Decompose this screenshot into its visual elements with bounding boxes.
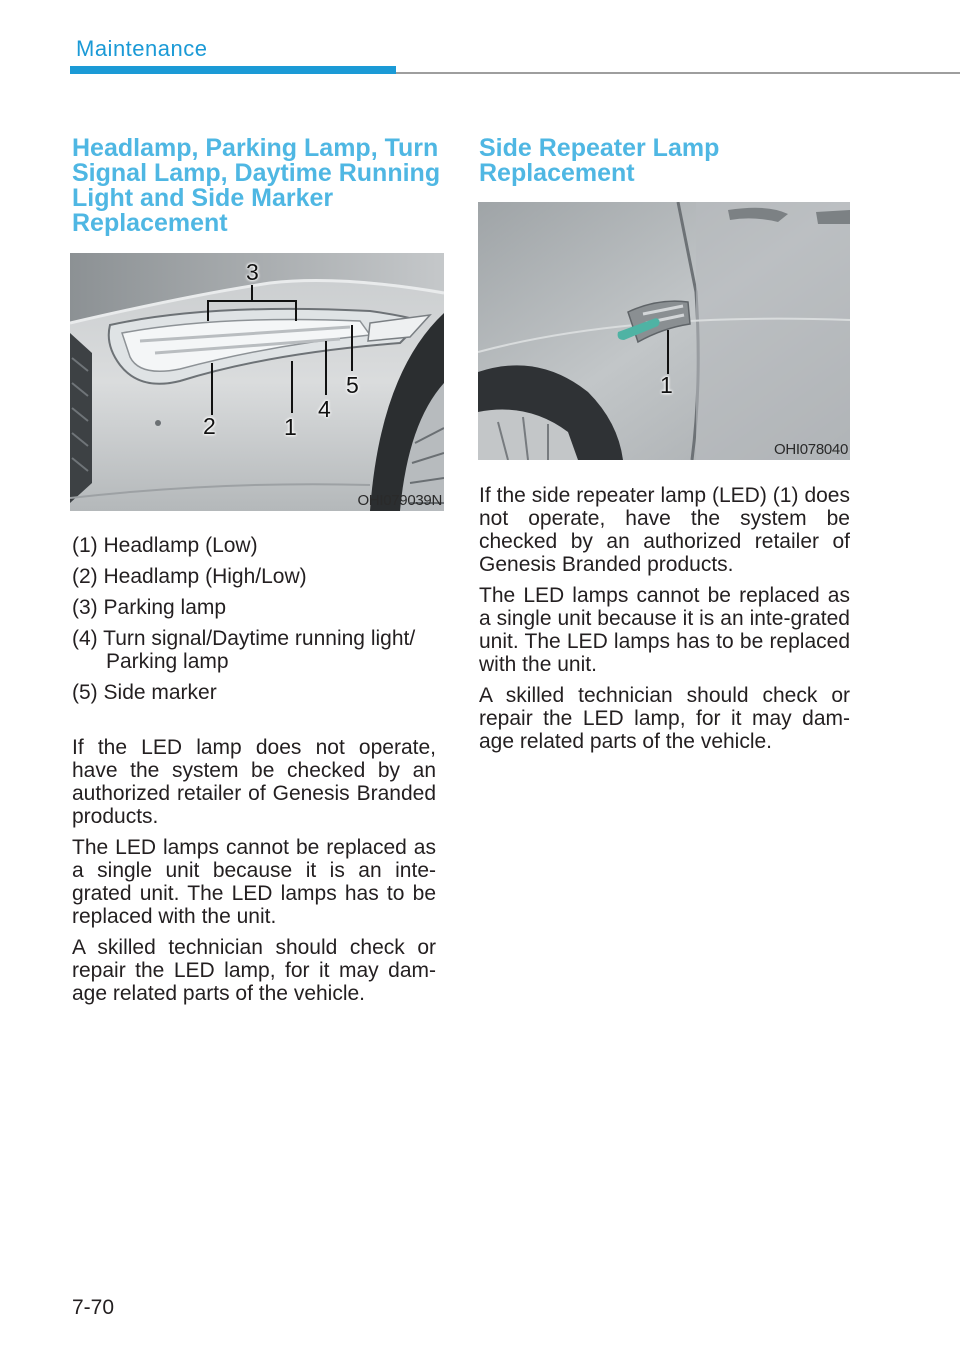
- section-header: Maintenance: [76, 36, 208, 61]
- figure-code: OHI078040: [773, 441, 848, 458]
- list-item: (1) Headlamp (Low): [72, 534, 258, 557]
- callout-1: 1: [284, 414, 297, 440]
- paragraph: A skilled technician should check or repair the LED lamp, for it may dam-age related parts of the vehicle.: [72, 936, 436, 1005]
- list-item: (4) Turn signal/Daytime running light/ Parking lamp: [72, 627, 416, 673]
- side-repeater-content: [479, 484, 850, 761]
- paragraph: If the LED lamp does not operate, have the system be checked by an authorized retailer of Genesis Branded products.: [72, 736, 436, 828]
- headlamp-content: [72, 534, 436, 1013]
- callout-2: 2: [203, 413, 216, 439]
- lamp-list: [72, 534, 436, 704]
- figure-code: OHI079039N: [357, 492, 442, 509]
- header-accent-bar: [70, 66, 396, 74]
- paragraph: The LED lamps cannot be replaced as a single unit because it is an inte-grated unit. The LED lamps has to be replaced with the unit.: [72, 836, 436, 928]
- header-rule: [396, 72, 960, 74]
- callout-1: 1: [660, 372, 673, 398]
- paragraph: The LED lamps cannot be replaced as a single unit because it is an inte-grated unit. The LED lamps has to be replaced with the unit.: [479, 584, 850, 676]
- side-repeater-figure: [478, 202, 850, 460]
- callout-4: 4: [318, 396, 331, 422]
- list-item: (3) Parking lamp: [72, 596, 227, 619]
- callout-5: 5: [346, 372, 359, 398]
- list-item: (2) Headlamp (High/Low): [72, 565, 307, 588]
- headlamp-figure: [70, 253, 444, 511]
- side-repeater-section-title: Side Repeater Lamp Replacement: [479, 134, 720, 187]
- callout-3: 3: [246, 259, 259, 285]
- paragraph: If the side repeater lamp (LED) (1) does not operate, have the system be checked by an authorized retailer of Genesis Branded products.: [479, 484, 850, 576]
- side-repeater-illustration: [478, 202, 850, 460]
- list-item: (5) Side marker: [72, 681, 217, 704]
- page-number: 7-70: [72, 1296, 115, 1319]
- headlamp-section-title: Headlamp, Parking Lamp, Turn Signal Lamp, Daytime Running Light and Side Marker Replacement: [72, 134, 441, 237]
- paragraph: A skilled technician should check or repair the LED lamp, for it may dam-age related parts of the vehicle.: [479, 684, 850, 753]
- headlamp-illustration: [70, 253, 444, 511]
